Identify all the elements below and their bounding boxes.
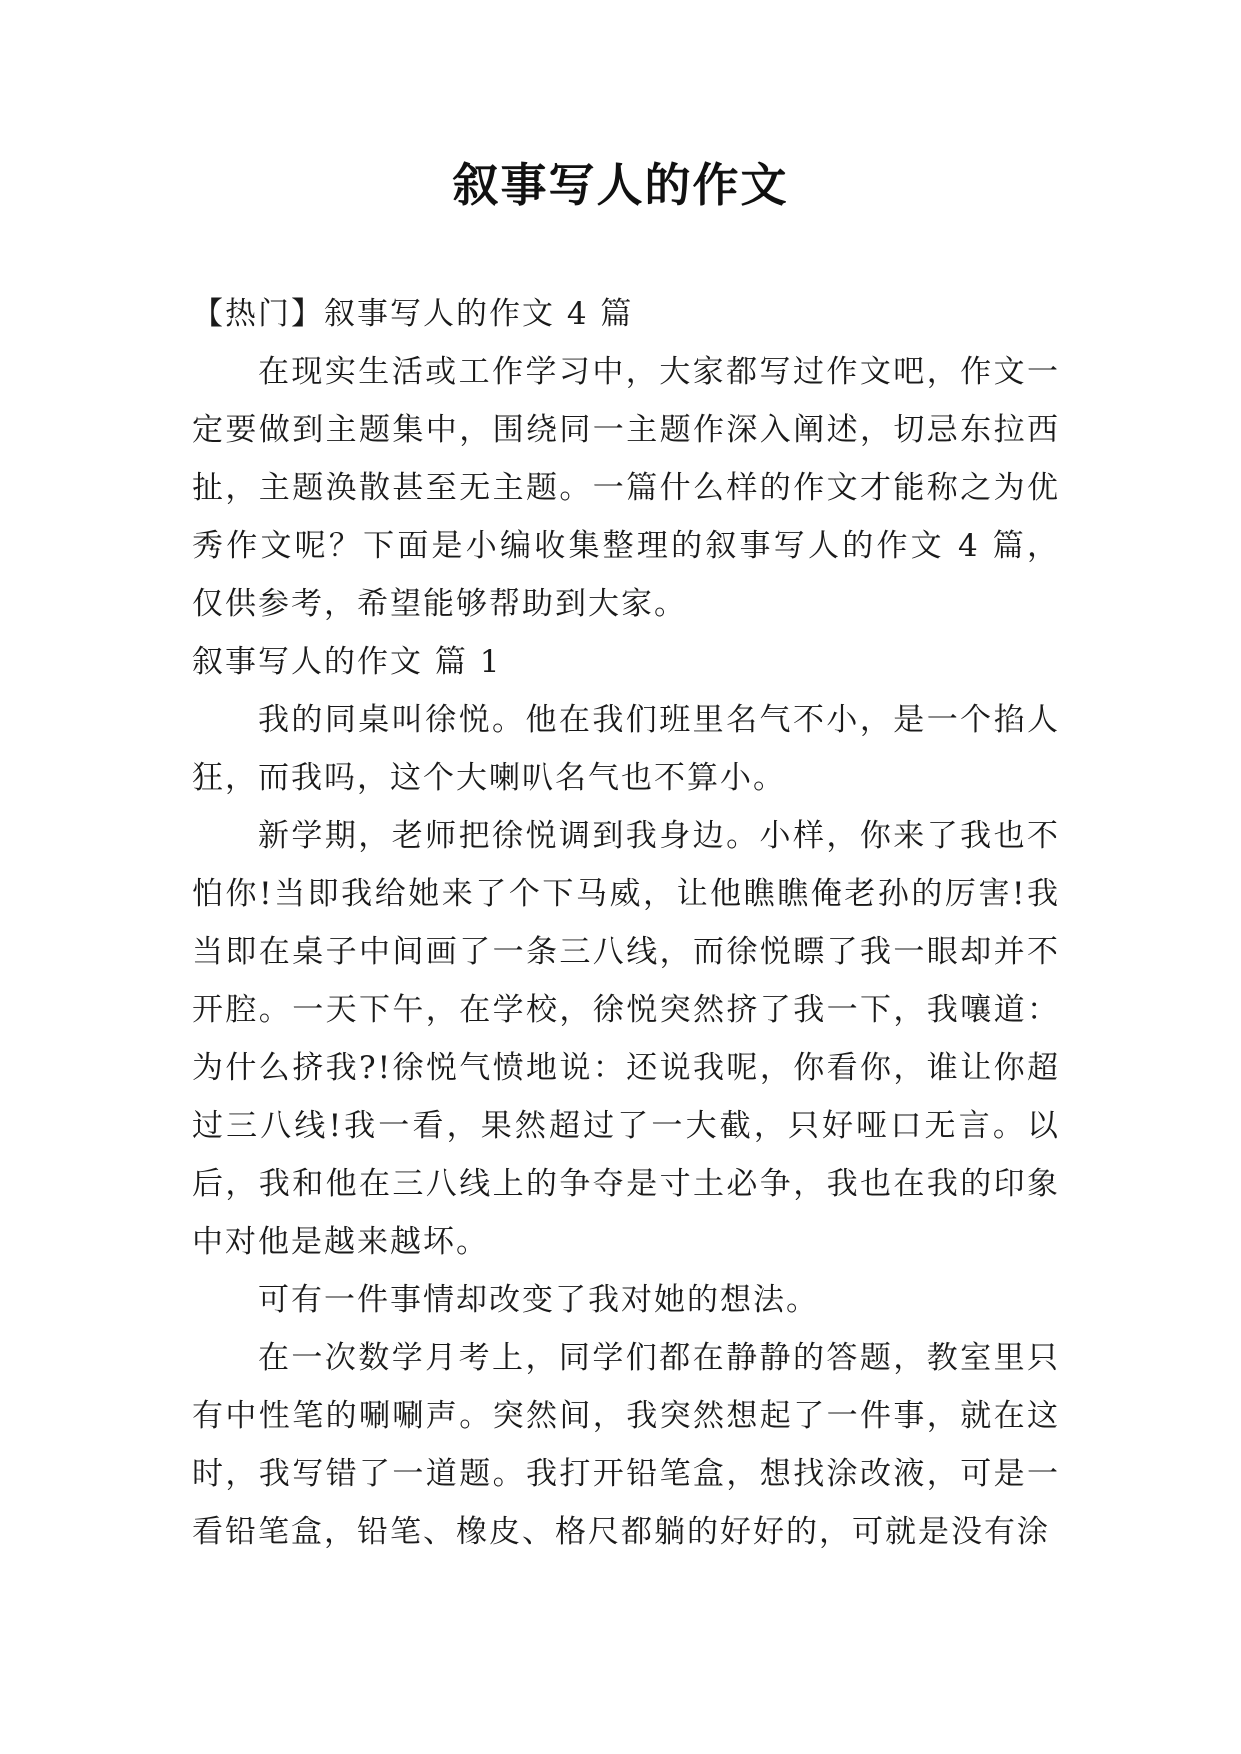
section-heading: 叙事写人的作文 篇 1: [192, 644, 502, 680]
document-body: [192, 285, 1060, 1561]
document-title: 叙事写人的作文: [452, 158, 789, 212]
body-paragraph: 在一次数学月考上，同学们都在静静的答题，教室里只有中性笔的唰唰声。突然间，我突然想起了一件事，就在这时，我写错了一道题。我打开铅笔盒，想找涂改液，可是一看铅笔盒，铅笔、橡皮、格尺都躺的好好的，可就是没有涂: [192, 1340, 1060, 1550]
document-subtitle: 【热门】叙事写人的作文 4 篇: [192, 296, 634, 332]
intro-paragraph: 在现实生活或工作学习中，大家都写过作文吧，作文一定要做到主题集中，围绕同一主题作深入阐述，切忌东拉西扯，主题涣散甚至无主题。一篇什么样的作文才能称之为优秀作文呢？下面是小编收集整理的叙事写人的作文 4 篇，仅供参考，希望能够帮助到大家。: [192, 354, 1060, 622]
body-paragraph: 我的同桌叫徐悦。他在我们班里名气不小，是一个掐人狂，而我吗，这个大喇叭名气也不算小。: [192, 702, 1060, 796]
body-paragraph: 新学期，老师把徐悦调到我身边。小样，你来了我也不怕你!当即我给她来了个下马威，让他瞧瞧俺老孙的厉害!我当即在桌子中间画了一条三八线，而徐悦瞟了我一眼却并不开腔。一天下午，在学校，徐悦突然挤了我一下，我嚷道：为什么挤我?!徐悦气愤地说：还说我呢，你看你，谁让你超过三八线!我一看，果然超过了一大截，只好哑口无言。以后，我和他在三八线上的争夺是寸土必争，我也在我的印象中对他是越来越坏。: [192, 818, 1060, 1260]
body-paragraph: 可有一件事情却改变了我对她的想法。: [258, 1282, 819, 1318]
